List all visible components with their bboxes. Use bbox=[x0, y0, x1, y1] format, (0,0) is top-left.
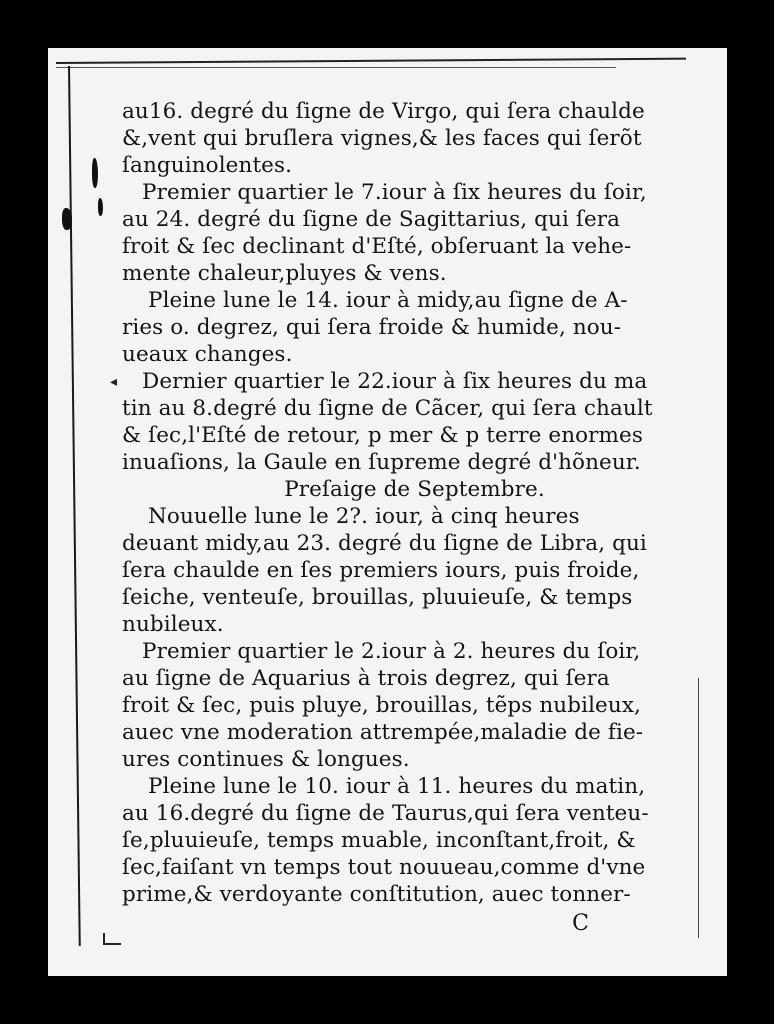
top-rule-line-secondary bbox=[56, 67, 616, 68]
text-line: ueaux changes. bbox=[122, 342, 293, 367]
text-line: auec vne moderation attrempée,maladie de fie- bbox=[122, 720, 644, 745]
text-line: & ſec,l'Eſté de retour, p mer & p terre enormes bbox=[122, 423, 644, 448]
text-line: inuaſions, la Gaule en ſupreme degré d'hõneur. bbox=[122, 450, 641, 475]
text-line: Premier quartier le 2.iour à 2. heures du ſoir, bbox=[142, 639, 641, 664]
page-scan bbox=[48, 48, 727, 976]
text-line: au ſigne de Aquarius à trois degrez, qui ſera bbox=[122, 666, 610, 691]
body-text bbox=[122, 98, 697, 908]
text-line: ſeiche, venteuſe, brouillas, pluuieuſe, & temps bbox=[122, 585, 633, 610]
left-margin-rule bbox=[68, 66, 81, 946]
text-line: tin au 8.degré du ſigne de Cãcer, qui ſera chault bbox=[122, 396, 653, 421]
text-line: Pleine lune le 10. iour à 11. heures du matin, bbox=[148, 774, 646, 799]
text-line: ſera chaulde en ſes premiers iours, puis froide, bbox=[122, 558, 640, 583]
text-line: nubileux. bbox=[122, 612, 224, 637]
ink-stain bbox=[92, 158, 98, 188]
text-line: au 16.degré du ſigne de Taurus,qui ſera venteu- bbox=[122, 801, 649, 826]
text-line: froit & ſec declinant d'Eſté, obſeruant la vehe- bbox=[122, 234, 632, 259]
text-line: au16. degré du ſigne de Virgo, qui ſera chaulde bbox=[122, 99, 645, 124]
text-line: ries o. degrez, qui ſera froide & humide, nou- bbox=[122, 315, 622, 340]
text-line: &,vent qui bruſlera vignes,& les faces qui ſerõt bbox=[122, 126, 642, 151]
ink-stain bbox=[98, 198, 103, 216]
text-line: mente chaleur,pluyes & vens. bbox=[122, 261, 447, 286]
text-line: Nouuelle lune le 2?. iour, à cinq heures bbox=[148, 504, 580, 529]
top-rule-line bbox=[56, 58, 686, 64]
signature-mark: C bbox=[572, 911, 589, 936]
text-line: au 24. degré du ſigne de Sagittarius, qui ſera bbox=[122, 207, 621, 232]
text-line: ures continues & longues. bbox=[122, 747, 410, 772]
text-line: Premier quartier le 7.iour à ſix heures du ſoir, bbox=[142, 180, 647, 205]
text-line: Pleine lune le 14. iour à midy,au ſigne de A- bbox=[148, 288, 628, 313]
margin-bullet: ◂ bbox=[110, 374, 118, 390]
ink-stain bbox=[62, 208, 72, 230]
right-margin-rule bbox=[698, 678, 699, 938]
section-heading: Preſaige de Septembre. bbox=[284, 477, 545, 502]
text-line: deuant midy,au 23. degré du ſigne de Libra, qui bbox=[122, 531, 647, 556]
text-line: froit & ſec, puis pluye, brouillas, tẽps nubileux, bbox=[122, 693, 641, 718]
corner-mark bbox=[103, 933, 121, 945]
text-line: ſe,pluuieuſe, temps muable, inconſtant,froit, & bbox=[122, 828, 636, 853]
text-line: ſanguinolentes. bbox=[122, 153, 293, 178]
text-line: ſec,faiſant vn temps tout nouueau,comme d'vne bbox=[122, 855, 646, 880]
text-line: prime,& verdoyante conſtitution, auec tonner- bbox=[122, 882, 631, 907]
text-line: Dernier quartier le 22.iour à ſix heures du ma bbox=[142, 369, 648, 394]
